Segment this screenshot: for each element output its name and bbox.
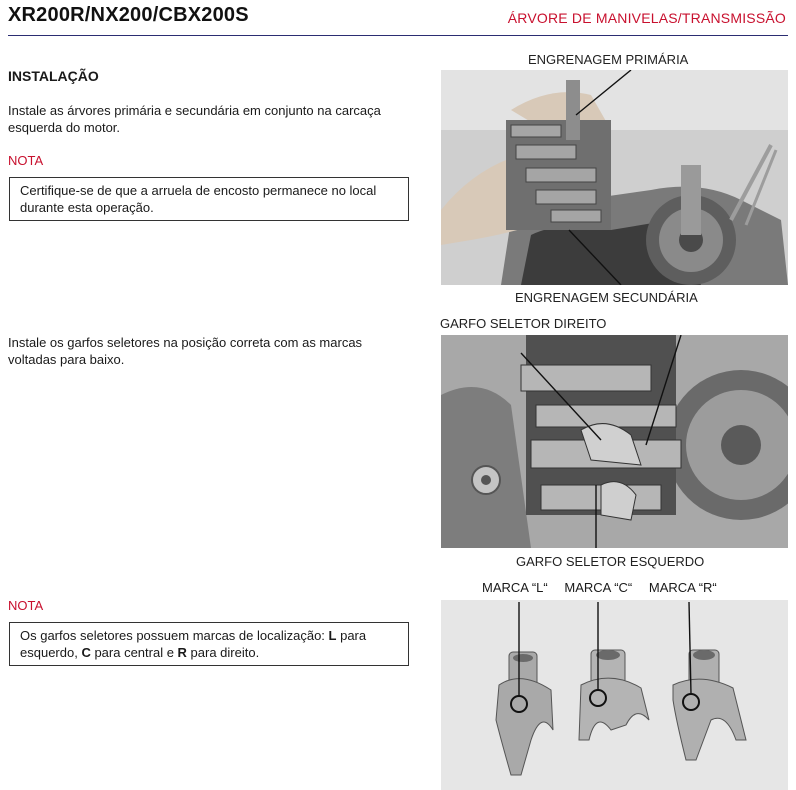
installation-heading: INSTALAÇÃO	[8, 68, 99, 84]
mark-r-label: MARCA “R“	[648, 580, 717, 595]
fork-marks-labels	[482, 580, 730, 595]
note-2-text: para direito.	[186, 645, 260, 660]
mark-r-letter: R	[177, 645, 187, 660]
right-fork-caption: GARFO SELETOR DIREITO	[440, 316, 607, 331]
note-2-text: Os garfos seletores possuem marcas de localização:	[20, 628, 329, 643]
mark-c-letter: C	[81, 645, 91, 660]
primary-gear-caption: ENGRENAGEM PRIMÁRIA	[528, 52, 689, 67]
section-title: ÁRVORE DE MANIVELAS/TRANSMISSÃO	[507, 10, 786, 26]
note-2-box	[9, 622, 409, 666]
note-1-label: NOTA	[8, 153, 44, 168]
shift-forks-marks-photo	[441, 600, 788, 790]
shift-forks-photo	[441, 335, 788, 548]
transmission-installation-photo	[441, 70, 788, 285]
mark-l-label: MARCA “L“	[482, 580, 548, 595]
step-2-text: Instale os garfos seletores na posição correta com as marcas voltadas para baixo.	[8, 335, 363, 367]
note-2-text: para esquerdo,	[20, 628, 367, 660]
step-1-text: Instale as árvores primária e secundária em conjunto na carcaça esquerda do motor.	[8, 103, 381, 135]
note-2-label: NOTA	[8, 598, 44, 613]
note-1-box: Certifique-se de que a arruela de encosto permanece no local durante esta operação.	[9, 177, 409, 221]
mark-l-letter: L	[328, 628, 337, 643]
left-fork-caption: GARFO SELETOR ESQUERDO	[516, 554, 705, 569]
mark-c-label: MARCA “C“	[564, 580, 633, 595]
note-2-text: para central e	[90, 645, 178, 660]
header-divider	[8, 35, 788, 36]
secondary-gear-caption: ENGRENAGEM SECUNDÁRIA	[515, 290, 698, 305]
model-title: XR200R/NX200/CBX200S	[8, 4, 249, 26]
